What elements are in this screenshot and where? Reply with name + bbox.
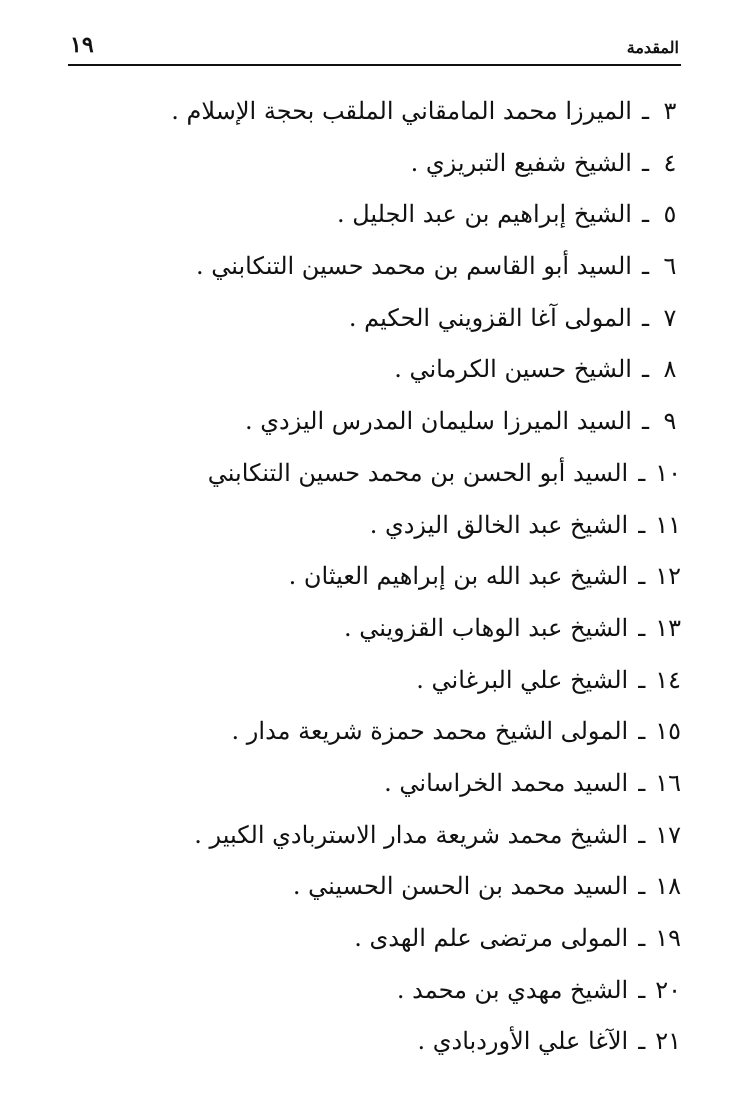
entry-separator: ـ [638, 820, 646, 849]
entry-text: الشيخ حسين الكرماني . [394, 355, 632, 384]
entry-number: ١٩ [655, 924, 681, 952]
entry-list [81, 86, 681, 1068]
page-number: ١٩ [70, 32, 94, 58]
entry-number: ١٥ [655, 717, 681, 746]
page-header [68, 28, 681, 66]
entry-number: ٨ [663, 355, 677, 384]
chapter-title: المقدمة [626, 38, 679, 57]
entry-text: الشيخ إبراهيم بن عبد الجليل . [336, 200, 632, 229]
entry-number: ١٢ [655, 562, 681, 591]
list-item [81, 706, 681, 758]
entry-number: ١٨ [655, 872, 681, 901]
entry-text: الشيخ عبد الوهاب القزويني . [343, 613, 629, 642]
entry-separator: ـ [641, 252, 649, 281]
entry-number: ٤ [663, 148, 677, 177]
entry-separator: ـ [638, 924, 646, 952]
entry-separator: ـ [641, 97, 649, 125]
entry-text: الشيخ مهدي بن محمد . [396, 975, 629, 1004]
entry-separator: ـ [638, 458, 646, 487]
list-item [81, 86, 681, 138]
entry-number: ٦ [663, 252, 677, 281]
entry-number: ٧ [663, 303, 677, 332]
entry-text: السيد أبو القاسم بن محمد حسين التنكابني . [195, 252, 632, 281]
list-item [81, 241, 681, 293]
entry-text: الشيخ محمد شريعة مدار الاستربادي الكبير . [194, 820, 629, 849]
list-item [81, 655, 681, 707]
entry-text: الميرزا محمد المامقاني الملقب بحجة الإسلام . [171, 97, 632, 125]
entry-separator: ـ [638, 768, 646, 797]
entry-number: ١٤ [655, 665, 681, 694]
entry-separator: ـ [641, 303, 649, 332]
entry-separator: ـ [641, 355, 649, 384]
entry-separator: ـ [638, 872, 646, 901]
entry-separator: ـ [641, 200, 649, 229]
entry-separator: ـ [638, 975, 646, 1004]
entry-separator: ـ [638, 1027, 646, 1056]
entry-separator: ـ [638, 562, 646, 591]
list-item [81, 448, 681, 500]
list-item [81, 758, 681, 810]
entry-number: ٢٠ [655, 975, 681, 1004]
entry-text: السيد محمد بن الحسن الحسيني . [292, 872, 629, 901]
list-item [81, 1016, 681, 1068]
entry-number: ١٧ [655, 820, 681, 849]
entry-text: المولى آغا القزويني الحكيم . [348, 303, 632, 332]
list-item [81, 344, 681, 396]
entry-separator: ـ [638, 613, 646, 642]
entry-number: ١٣ [655, 613, 681, 642]
list-item [81, 293, 681, 345]
entry-separator: ـ [638, 665, 646, 694]
list-item [81, 810, 681, 862]
entry-separator: ـ [641, 148, 649, 177]
entry-separator: ـ [638, 717, 646, 746]
list-item [81, 551, 681, 603]
entry-text: الآغا علي الأوردبادي . [417, 1027, 629, 1056]
entry-text: السيد محمد الخراساني . [384, 768, 629, 797]
list-item [81, 603, 681, 655]
entry-number: ١٠ [655, 458, 681, 487]
entry-separator: ـ [641, 407, 649, 436]
entry-text: الشيخ عبد الخالق اليزدي . [369, 510, 629, 539]
entry-text: المولى مرتضى علم الهدى . [354, 924, 629, 952]
entry-text: الشيخ عبد الله بن إبراهيم العيثان . [288, 562, 629, 591]
list-item [81, 965, 681, 1017]
entry-number: ٣ [663, 97, 677, 125]
entry-number: ٥ [663, 200, 677, 229]
entry-text: السيد أبو الحسن بن محمد حسين التنكابني [207, 458, 629, 487]
list-item [81, 500, 681, 552]
list-item [81, 138, 681, 190]
list-item [81, 861, 681, 913]
entry-text: الشيخ علي البرغاني . [416, 665, 629, 694]
list-item [81, 913, 681, 965]
entry-text: السيد الميرزا سليمان المدرس اليزدي . [244, 407, 632, 436]
entry-number: ١٦ [655, 768, 681, 797]
entry-number: ٩ [663, 407, 677, 436]
entry-number: ١١ [655, 510, 681, 539]
list-item [81, 396, 681, 448]
entry-number: ٢١ [655, 1027, 681, 1056]
list-item [81, 189, 681, 241]
entry-text: الشيخ شفيع التبريزي . [410, 148, 632, 177]
entry-separator: ـ [638, 510, 646, 539]
entry-text: المولى الشيخ محمد حمزة شريعة مدار . [231, 717, 629, 746]
